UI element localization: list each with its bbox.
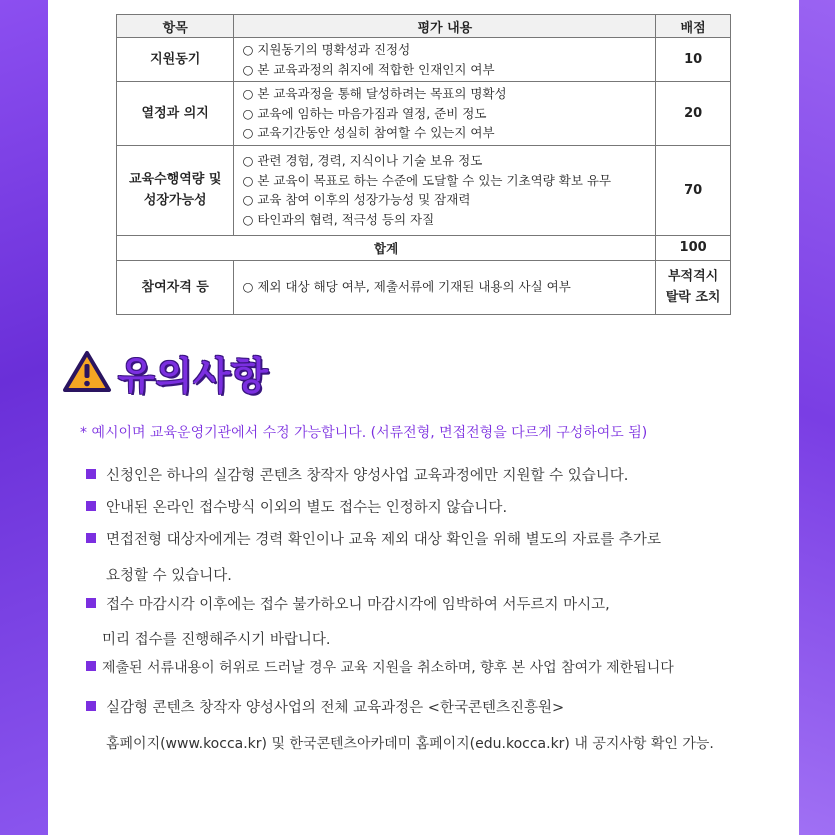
row-category bbox=[117, 38, 234, 82]
left-background-strip bbox=[0, 0, 48, 835]
bullet-square-icon bbox=[86, 598, 96, 608]
bullet-square-icon bbox=[86, 533, 96, 543]
criteria-item: ○ 지원동기의 명확성과 진정성 bbox=[242, 40, 649, 60]
bullet-continuation: 미리 접수를 진행해주시기 바랍니다. bbox=[102, 632, 331, 648]
criteria-item: ○ 교육에 임하는 마음가짐과 열정, 준비 정도 bbox=[242, 104, 649, 124]
total-row bbox=[117, 235, 731, 260]
notice-bullet bbox=[86, 692, 564, 724]
category-label: 성장가능성 bbox=[143, 193, 207, 208]
notice-bullet bbox=[86, 492, 507, 524]
bullet-text: 실감형 콘텐츠 창작자 양성사업의 전체 교육과정은 <한국콘텐츠진흥원> bbox=[106, 700, 565, 716]
notice-title: 유의사항 bbox=[118, 353, 269, 398]
notice-bullet bbox=[86, 652, 674, 684]
bullet-continuation: 요청할 수 있습니다. bbox=[106, 568, 232, 584]
category-label: 지원동기 bbox=[150, 52, 201, 67]
header-content: 평가 내용 bbox=[234, 15, 656, 38]
notice-bullet bbox=[86, 460, 628, 492]
eligibility-row bbox=[117, 260, 731, 314]
table-row bbox=[117, 145, 731, 235]
result-line: 부적격시 bbox=[668, 269, 719, 284]
notice-bullet bbox=[86, 589, 610, 621]
notice-bullet bbox=[86, 524, 661, 556]
criteria-item: ○ 본 교육과정을 통해 달성하려는 목표의 명확성 bbox=[242, 84, 649, 104]
content-sheet bbox=[48, 0, 799, 835]
header-category: 항목 bbox=[117, 15, 234, 38]
bullet-square-icon bbox=[86, 469, 96, 479]
example-note: * 예시이며 교육운영기관에서 수정 가능합니다. (서류전형, 면접전형을 다르게 구성하여도 됨) bbox=[80, 425, 648, 441]
bullet-square-icon bbox=[86, 701, 96, 711]
row-items bbox=[234, 145, 656, 235]
category-label: 교육수행역량 및 bbox=[129, 172, 222, 187]
row-items bbox=[234, 82, 656, 146]
criteria-item: ○ 본 교육이 목표로 하는 수준에 도달할 수 있는 기초역량 확보 유무 bbox=[242, 171, 649, 191]
header-points: 배점 bbox=[656, 15, 731, 38]
criteria-item: ○ 교육 참여 이후의 성장가능성 및 잠재력 bbox=[242, 190, 649, 210]
table-row bbox=[117, 38, 731, 82]
result-line: 탈락 조치 bbox=[665, 290, 721, 305]
right-background-strip bbox=[799, 0, 835, 835]
row-items bbox=[234, 38, 656, 82]
row-category bbox=[117, 145, 234, 235]
notice-heading bbox=[62, 344, 269, 400]
bullet-text: 안내된 온라인 접수방식 이외의 별도 접수는 인정하지 않습니다. bbox=[106, 500, 508, 516]
criteria-item: ○ 관련 경험, 경력, 지식이나 기술 보유 정도 bbox=[242, 151, 649, 171]
bullet-text: 접수 마감시각 이후에는 접수 불가하오니 마감시각에 임박하여 서두르지 마시고, bbox=[106, 597, 610, 613]
criteria-item: ○ 타인과의 협력, 적극성 등의 자질 bbox=[242, 210, 649, 230]
row-category bbox=[117, 82, 234, 146]
bullet-square-icon bbox=[86, 661, 96, 671]
category-label: 열정과 의지 bbox=[141, 105, 209, 121]
criteria-item: ○ 본 교육과정의 취지에 적합한 인재인지 여부 bbox=[242, 60, 649, 80]
bullet-text: 면접전형 대상자에게는 경력 확인이나 교육 제외 대상 확인을 위해 별도의 자료를 추가로 bbox=[106, 532, 661, 548]
bullet-continuation: 홈페이지(www.kocca.kr) 및 한국콘텐츠아카데미 홈페이지(edu.kocca.kr) 내 공지사항 확인 가능. bbox=[106, 736, 714, 752]
row-points: 70 bbox=[656, 145, 731, 235]
bullet-square-icon bbox=[86, 501, 96, 511]
eligibility-item: ○ 제외 대상 해당 여부, 제출서류에 기재된 내용의 사실 여부 bbox=[242, 277, 649, 297]
bullet-text: 제출된 서류내용이 허위로 드러날 경우 교육 지원을 취소하며, 향후 본 사업 참여가 제한됩니다 bbox=[102, 660, 674, 676]
row-points: 10 bbox=[656, 38, 731, 82]
total-points: 100 bbox=[656, 235, 731, 260]
eligibility-result bbox=[656, 260, 731, 314]
table-row bbox=[117, 82, 731, 146]
eligibility-category: 참여자격 등 bbox=[117, 260, 234, 314]
evaluation-table bbox=[116, 14, 731, 315]
criteria-item: ○ 교육기간동안 성실히 참여할 수 있는지 여부 bbox=[242, 123, 649, 143]
table-header-row bbox=[117, 15, 731, 38]
bullet-text: 신청인은 하나의 실감형 콘텐츠 창작자 양성사업 교육과정에만 지원할 수 있습니다. bbox=[106, 468, 629, 484]
total-label: 합계 bbox=[117, 235, 656, 260]
row-points: 20 bbox=[656, 82, 731, 146]
warning-icon bbox=[62, 350, 112, 394]
eligibility-item-cell bbox=[234, 260, 656, 314]
